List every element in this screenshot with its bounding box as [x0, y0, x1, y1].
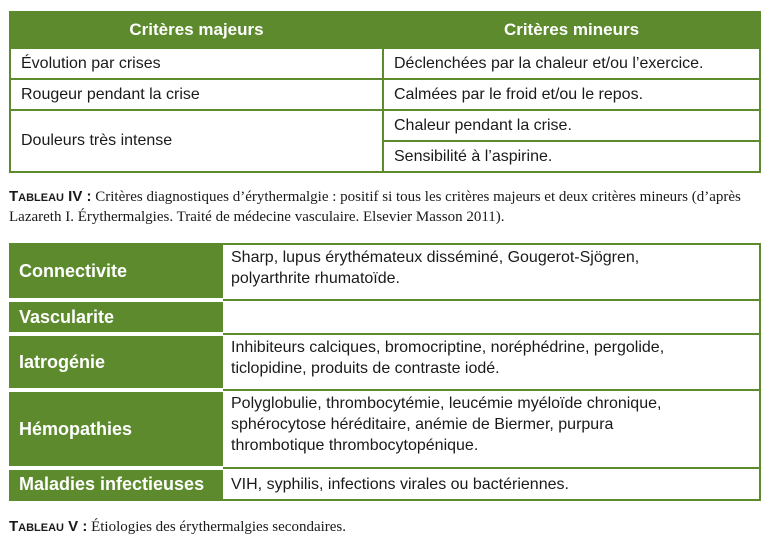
- header-criteres-mineurs: Critères mineurs: [383, 12, 760, 48]
- category-maladies-infectieuses: Maladies infectieuses: [10, 468, 222, 500]
- etiology-line: sphérocytose héréditaire, anémie de Biermer, purpura: [231, 416, 614, 433]
- etiologies-table: [9, 243, 761, 501]
- mineur-cell: Déclenchées par la chaleur et/ou l’exercice.: [383, 48, 760, 79]
- etiologies-cell: [222, 244, 760, 300]
- mineur-cell: Sensibilité à l’aspirine.: [383, 141, 760, 172]
- caption-label: Tableau IV :: [9, 188, 92, 205]
- etiologies-cell: [222, 390, 760, 468]
- majeur-cell: Douleurs très intense: [10, 110, 383, 172]
- table-row: [10, 390, 760, 468]
- caption-text: Étiologies des érythermalgies secondaires.: [87, 519, 347, 535]
- etiology-line: thrombotique thrombocytopénique.: [231, 437, 479, 454]
- caption-text: Critères diagnostiques d’érythermalgie : positif si tous les critères majeurs et deux critères mineurs (d’après Lazareth I. Érythermalgies. Traité de médecine vasculaire. Elsevier Masson 2011).: [9, 189, 741, 225]
- majeur-cell: Évolution par crises: [10, 48, 383, 79]
- table-row: [10, 244, 760, 300]
- criteria-table: [9, 11, 761, 173]
- table-v-caption: [9, 517, 759, 537]
- caption-label: Tableau V :: [9, 518, 88, 535]
- etiology-line: VIH, syphilis, infections virales ou bactériennes.: [231, 475, 569, 493]
- category-iatrogenie: Iatrogénie: [10, 334, 222, 390]
- etiology-line: Polyglobulie, thrombocytémie, leucémie myéloïde chronique,: [231, 395, 662, 412]
- table-row: [10, 300, 760, 334]
- table-iv-caption: [9, 187, 759, 227]
- mineur-cell: Calmées par le froid et/ou le repos.: [383, 79, 760, 110]
- table-row: [10, 468, 760, 500]
- category-vascularite: Vascularite: [10, 300, 222, 334]
- category-connectivite: Connectivite: [10, 244, 222, 300]
- etiologies-cell: [222, 468, 760, 500]
- criteria-header-row: [10, 12, 760, 48]
- table-row: [10, 79, 760, 110]
- etiology-line: Inhibiteurs calciques, bromocriptine, noréphédrine, pergolide,: [231, 339, 665, 356]
- header-criteres-majeurs: Critères majeurs: [10, 12, 383, 48]
- mineur-cell: Chaleur pendant la crise.: [383, 110, 760, 141]
- table-row: [10, 334, 760, 390]
- majeur-cell: Rougeur pendant la crise: [10, 79, 383, 110]
- category-hemopathies: Hémopathies: [10, 390, 222, 468]
- etiology-line: Sharp, lupus érythémateux disséminé, Gougerot-Sjögren,: [231, 249, 640, 266]
- table-row: [10, 48, 760, 79]
- table-row: [10, 110, 760, 141]
- etiologies-cell: [222, 300, 760, 334]
- etiologies-cell: [222, 334, 760, 390]
- etiology-line: ticlopidine, produits de contraste iodé.: [231, 360, 500, 377]
- etiology-line: polyarthrite rhumatoïde.: [231, 270, 400, 287]
